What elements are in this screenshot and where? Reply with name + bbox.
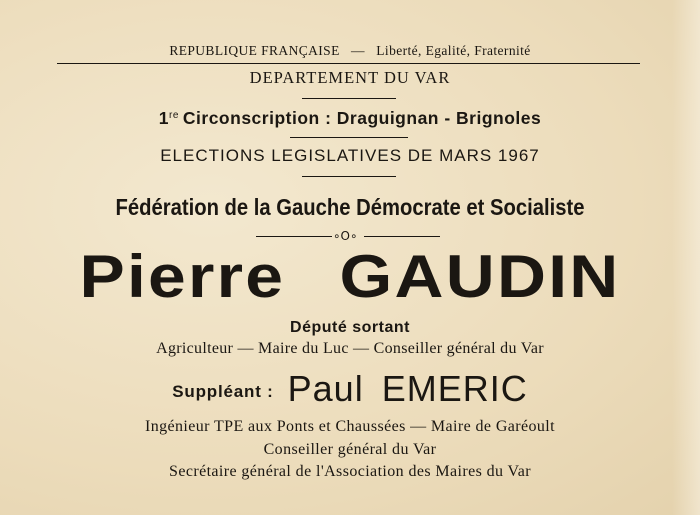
elections-title: ELECTIONS LEGISLATIVES DE MARS 1967 bbox=[160, 146, 540, 165]
suppleant-label: Suppléant : bbox=[172, 382, 274, 401]
ornament-icon: ∘O∘ bbox=[333, 229, 358, 243]
suppleant-first-name: Paul bbox=[287, 368, 364, 409]
suppleant-details-1: Ingénieur TPE aux Ponts et Chaussées — Maire de Garéoult bbox=[144, 418, 556, 435]
federation-title: Fédération de la Gauche Démocrate et Socialiste bbox=[115, 194, 585, 220]
suppleant-details-3: Secrétaire général de l'Association des Maires du Var bbox=[169, 463, 531, 480]
motto-text: Liberté, Egalité, Fraternité bbox=[376, 43, 531, 58]
candidate-first-name: Pierre bbox=[79, 243, 286, 310]
circ-number: 1 bbox=[158, 108, 169, 128]
top-rule bbox=[57, 63, 640, 64]
short-rule-3 bbox=[302, 176, 396, 177]
suppleant-line bbox=[0, 368, 700, 410]
candidate-last-name: GAUDIN bbox=[339, 243, 621, 310]
departement-title: DEPARTEMENT DU VAR bbox=[249, 68, 451, 87]
candidate-title: Député sortant bbox=[290, 319, 410, 336]
circ-superscript: re bbox=[168, 110, 179, 121]
ornament-rule-left bbox=[256, 236, 332, 237]
separator-dash: — bbox=[351, 43, 365, 58]
suppleant-last-name: EMERIC bbox=[381, 368, 528, 409]
paper-edge bbox=[672, 0, 700, 515]
short-rule-1 bbox=[302, 98, 396, 99]
suppleant-details-2: Conseiller général du Var bbox=[263, 441, 437, 458]
candidate-name bbox=[0, 242, 700, 311]
circonscription-line bbox=[0, 108, 700, 129]
short-rule-2 bbox=[290, 137, 408, 138]
candidate-details: Agriculteur — Maire du Luc — Conseiller général du Var bbox=[156, 340, 544, 357]
ornament-rule-right bbox=[364, 236, 440, 237]
suppleant-name bbox=[288, 368, 528, 409]
republique-text: REPUBLIQUE FRANÇAISE bbox=[169, 43, 340, 58]
header-motto-line bbox=[0, 43, 700, 59]
circ-text: Circonscription : Draguignan - Brignoles bbox=[182, 108, 542, 128]
